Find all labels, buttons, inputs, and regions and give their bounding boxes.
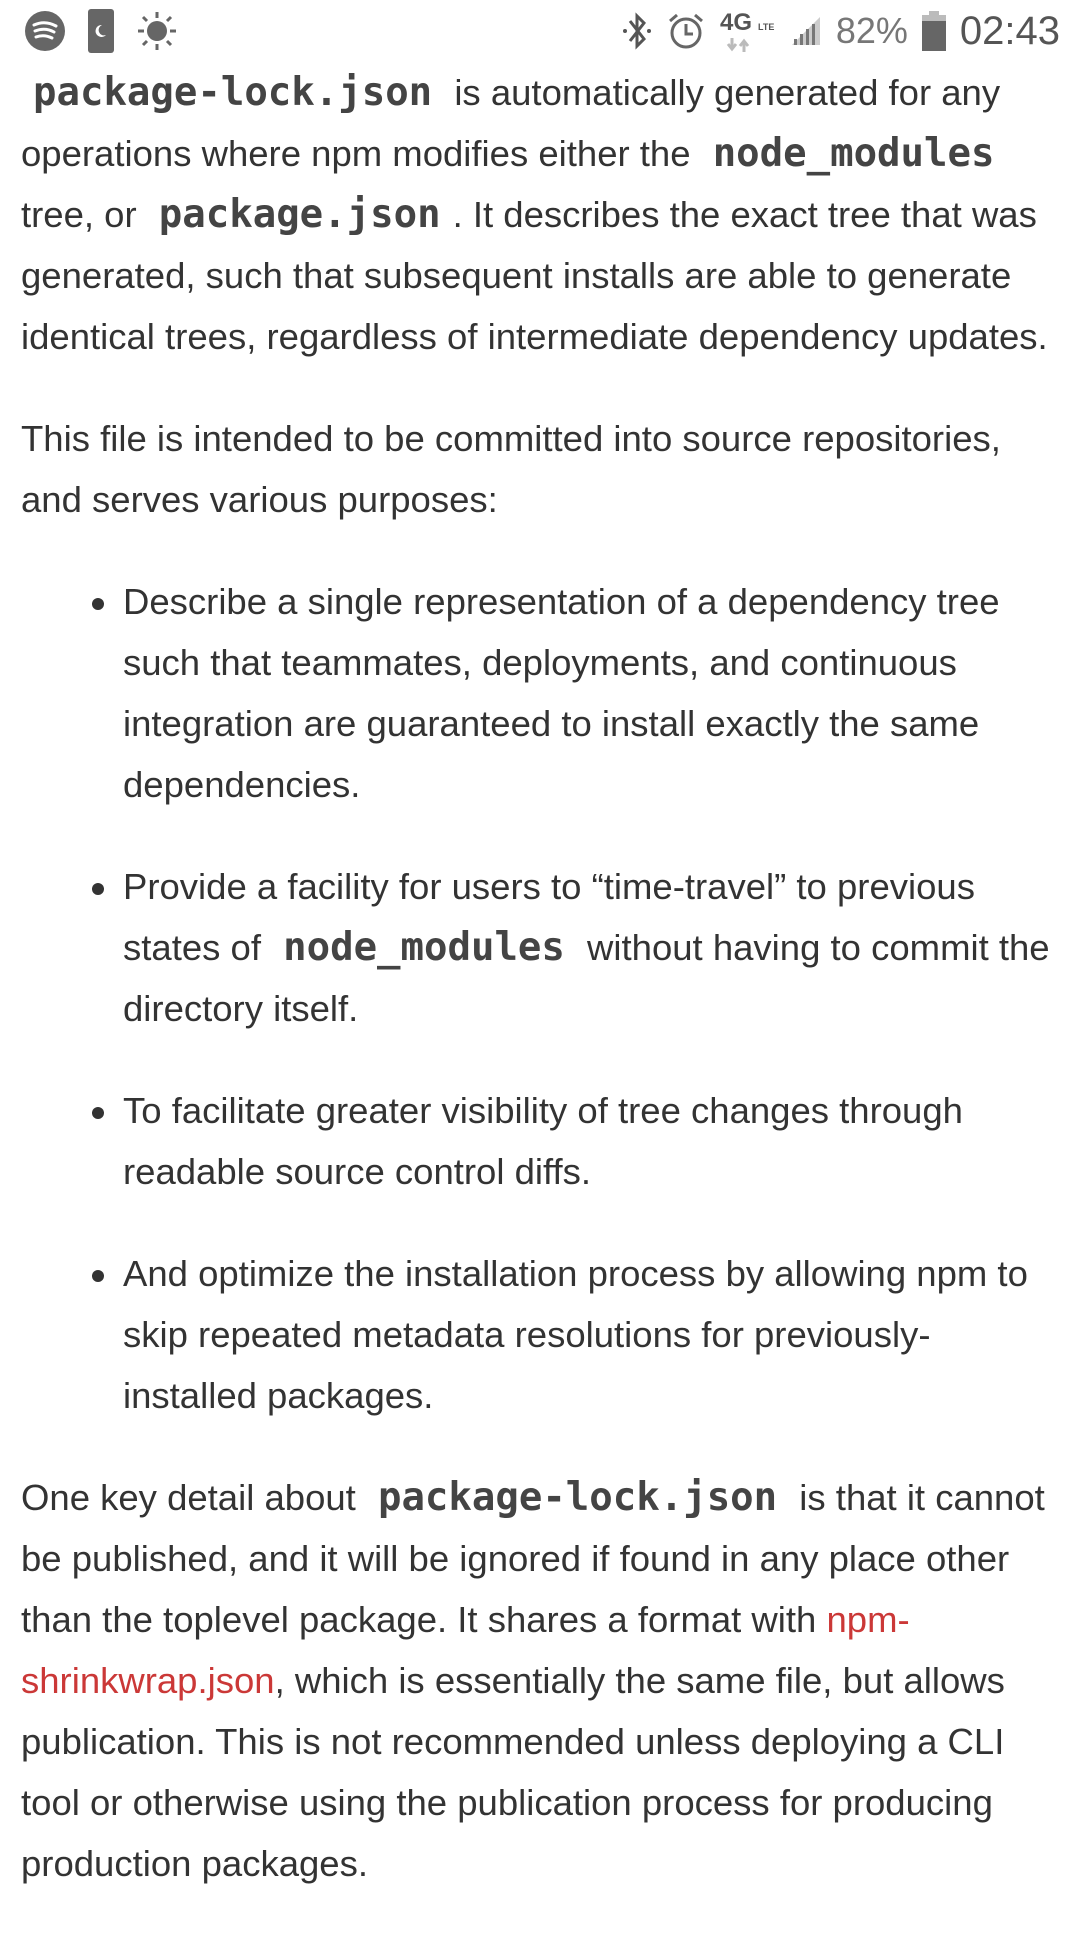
brightness-icon [136, 10, 178, 52]
clock: 02:43 [959, 8, 1060, 53]
text: is automatically generated for any operations where npm modifies either the [21, 72, 1001, 174]
inline-code: package-lock.json [377, 1475, 778, 1520]
document-content [21, 62, 1061, 1935]
intro-paragraph [21, 62, 1061, 367]
text: . It describes the exact tree that was generated, such that subsequent installs are able to generate identical trees, regardless of intermediate dependency updates. [21, 194, 1048, 357]
bluetooth-icon [622, 11, 652, 51]
list-item [123, 856, 1061, 1039]
svg-text:4G: 4G [719, 9, 752, 36]
4g-lte-icon [720, 8, 776, 54]
inline-code: node_modules [283, 925, 565, 970]
npm-shrinkwrap-link[interactable]: npm-shrinkwrap.json [21, 1599, 910, 1701]
night-mode-icon [88, 9, 114, 53]
alarm-icon [666, 11, 706, 51]
text: without having to commit the directory itself. [123, 927, 1050, 1029]
text: is that it cannot be published, and it will be ignored if found in any place other than the toplevel package. It shares a format with [21, 1477, 1045, 1640]
list-item: To facilitate greater visibility of tree changes through readable source control diffs. [123, 1080, 1061, 1202]
signal-icon [790, 15, 822, 47]
text: One key detail about [21, 1477, 356, 1518]
battery-icon [922, 11, 946, 51]
inline-code: package-lock.json [33, 70, 433, 115]
status-bar [0, 0, 1080, 62]
key-detail-paragraph [21, 1467, 1061, 1894]
purpose-paragraph: This file is intended to be committed into source repositories, and serves various purposes: [21, 418, 1001, 520]
text: Provide a facility for users to “time-travel” to previous states of [123, 866, 975, 968]
svg-text:LTE: LTE [757, 22, 775, 32]
inline-code: package.json [158, 192, 441, 237]
list-item: And optimize the installation process by allowing npm to skip repeated metadata resolutions for previously-installed packages. [123, 1243, 1061, 1426]
text: tree, or [21, 194, 137, 235]
purpose-list [21, 571, 1061, 1426]
list-item: Describe a single representation of a dependency tree such that teammates, deployments, and continuous integration are guaranteed to install exactly the same dependencies. [123, 571, 1061, 815]
inline-code: node_modules [712, 131, 995, 176]
text: , which is essentially the same file, but allows publication. This is not recommended unless deploying a CLI tool or otherwise using the publication process for producing production packages. [21, 1660, 1005, 1884]
battery-percent: 82% [835, 10, 908, 51]
spotify-icon [24, 10, 66, 52]
